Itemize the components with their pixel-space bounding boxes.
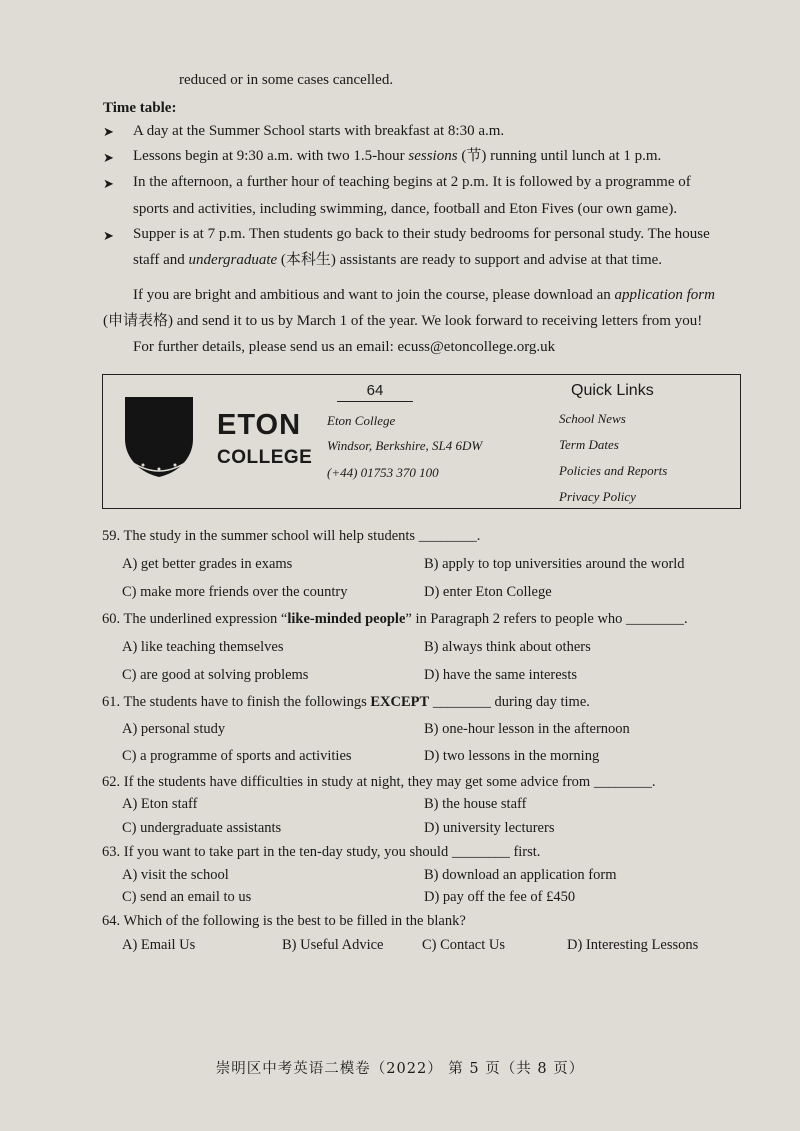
sessions-term: sessions xyxy=(408,148,458,164)
q62-option-a[interactable]: A) Eton staff xyxy=(122,796,198,812)
address-street: Windsor, Berkshire, SL4 6DW xyxy=(327,438,483,453)
q60-option-b[interactable]: B) always think about others xyxy=(424,639,591,655)
q60-option-a[interactable]: A) like teaching themselves xyxy=(122,639,284,655)
question-60-part: 60. The underlined expression “ xyxy=(102,611,288,627)
q60-option-c[interactable]: C) are good at solving problems xyxy=(122,667,309,683)
question-59: 59. The study in the summer school will help students ________. xyxy=(102,528,481,544)
q62-option-c[interactable]: C) undergraduate assistants xyxy=(122,820,282,836)
quick-link-privacy[interactable]: Privacy Policy xyxy=(559,489,636,504)
q62-option-d[interactable]: D) university lecturers xyxy=(424,820,555,836)
q64-option-a[interactable]: A) Email Us xyxy=(122,937,196,953)
question-63: 63. If you want to take part in the ten-day study, you should ________ first. xyxy=(102,844,541,860)
blank-number-64: 64 xyxy=(337,382,413,402)
quick-links-title: Quick Links xyxy=(571,382,654,399)
logo-eton: ETON xyxy=(217,409,302,441)
application-form-term: application form xyxy=(614,287,715,303)
q60-option-d[interactable]: D) have the same interests xyxy=(424,667,578,683)
timetable-item-3-line1: In the afternoon, a further hour of teaching begins at 2 p.m. It is followed by a programme of xyxy=(133,174,691,190)
timetable-item-2-part: Lessons begin at 9:30 a.m. with two 1.5-hour xyxy=(133,148,409,164)
timetable-item-1: A day at the Summer School starts with breakfast at 8:30 a.m. xyxy=(133,123,505,139)
q61-option-b[interactable]: B) one-hour lesson in the afternoon xyxy=(424,721,630,737)
timetable-item-2 xyxy=(133,149,661,164)
q59-option-d[interactable]: D) enter Eton College xyxy=(424,584,552,600)
continued-text: reduced or in some cases cancelled. xyxy=(179,72,394,88)
arrow-bullet-icon: ➤ xyxy=(103,229,114,244)
q61-option-d[interactable]: D) two lessons in the morning xyxy=(424,748,600,764)
arrow-bullet-icon: ➤ xyxy=(103,151,114,166)
q63-option-c[interactable]: C) send an email to us xyxy=(122,889,252,905)
quick-link-school-news[interactable]: School News xyxy=(559,411,626,426)
eton-shield-logo xyxy=(123,393,195,479)
quick-link-policies[interactable]: Policies and Reports xyxy=(559,463,668,478)
q63-option-b[interactable]: B) download an application form xyxy=(424,867,617,883)
q63-option-d[interactable]: D) pay off the fee of £450 xyxy=(424,889,576,905)
q62-option-b[interactable]: B) the house staff xyxy=(424,796,527,812)
q61-option-c[interactable]: C) a programme of sports and activities xyxy=(122,748,352,764)
like-minded-people-term: like-minded people xyxy=(287,611,406,627)
address-name: Eton College xyxy=(327,413,396,428)
address-phone: (+44) 01753 370 100 xyxy=(327,465,439,480)
q64-option-c[interactable]: C) Contact Us xyxy=(422,937,505,953)
quick-link-term-dates[interactable]: Term Dates xyxy=(559,437,619,452)
timetable-item-4-part: (本科生) assistants are ready to support and advise at that time. xyxy=(277,252,663,268)
timetable-item-3-line2: sports and activities, including swimming, dance, football and Eton Fives (our own game). xyxy=(133,201,678,217)
timetable-item-4-part: staff and xyxy=(133,252,189,268)
arrow-bullet-icon: ➤ xyxy=(103,125,114,140)
question-61 xyxy=(102,695,590,710)
undergraduate-term: undergraduate xyxy=(188,252,278,268)
q61-option-a[interactable]: A) personal study xyxy=(122,721,226,737)
closing-part: If you are bright and ambitious and want to join the course, please download an xyxy=(133,287,615,303)
q64-option-b[interactable]: B) Useful Advice xyxy=(282,937,384,953)
question-64: 64. Which of the following is the best to be filled in the blank? xyxy=(102,913,466,929)
logo-college: COLLEGE xyxy=(217,447,313,468)
arrow-bullet-icon: ➤ xyxy=(103,177,114,192)
contact-email-line: For further details, please send us an email: ecuss@etoncollege.org.uk xyxy=(133,339,556,355)
q63-option-a[interactable]: A) visit the school xyxy=(122,867,229,883)
question-60-part: ” in Paragraph 2 refers to people who ________. xyxy=(405,611,688,627)
q64-option-d[interactable]: D) Interesting Lessons xyxy=(567,937,699,953)
page-footer: 崇明区中考英语二模卷（2022） 第 5 页（共 8 页） xyxy=(215,1061,585,1077)
question-61-part: 61. The students have to finish the followings xyxy=(102,694,371,710)
timetable-item-4-line1: Supper is at 7 p.m. Then students go back to their study bedrooms for personal study. The house xyxy=(133,226,710,242)
question-60 xyxy=(102,612,688,627)
timetable-item-4-line2 xyxy=(133,253,662,268)
closing-line-2: (申请表格) and send it to us by March 1 of the year. We look forward to receiving letters from you! xyxy=(103,313,703,329)
question-61-part: ________ during day time. xyxy=(429,694,590,710)
q59-option-b[interactable]: B) apply to top universities around the world xyxy=(424,556,685,572)
q59-option-c[interactable]: C) make more friends over the country xyxy=(122,584,348,600)
q59-option-a[interactable]: A) get better grades in exams xyxy=(122,556,293,572)
website-footer-box xyxy=(102,374,741,509)
closing-line-1 xyxy=(133,288,715,303)
question-62: 62. If the students have difficulties in study at night, they may get some advice from ________. xyxy=(102,774,656,790)
timetable-item-2-part: (节) running until lunch at 1 p.m. xyxy=(457,148,662,164)
except-term: EXCEPT xyxy=(370,694,430,710)
timetable-heading: Time table: xyxy=(103,100,177,116)
